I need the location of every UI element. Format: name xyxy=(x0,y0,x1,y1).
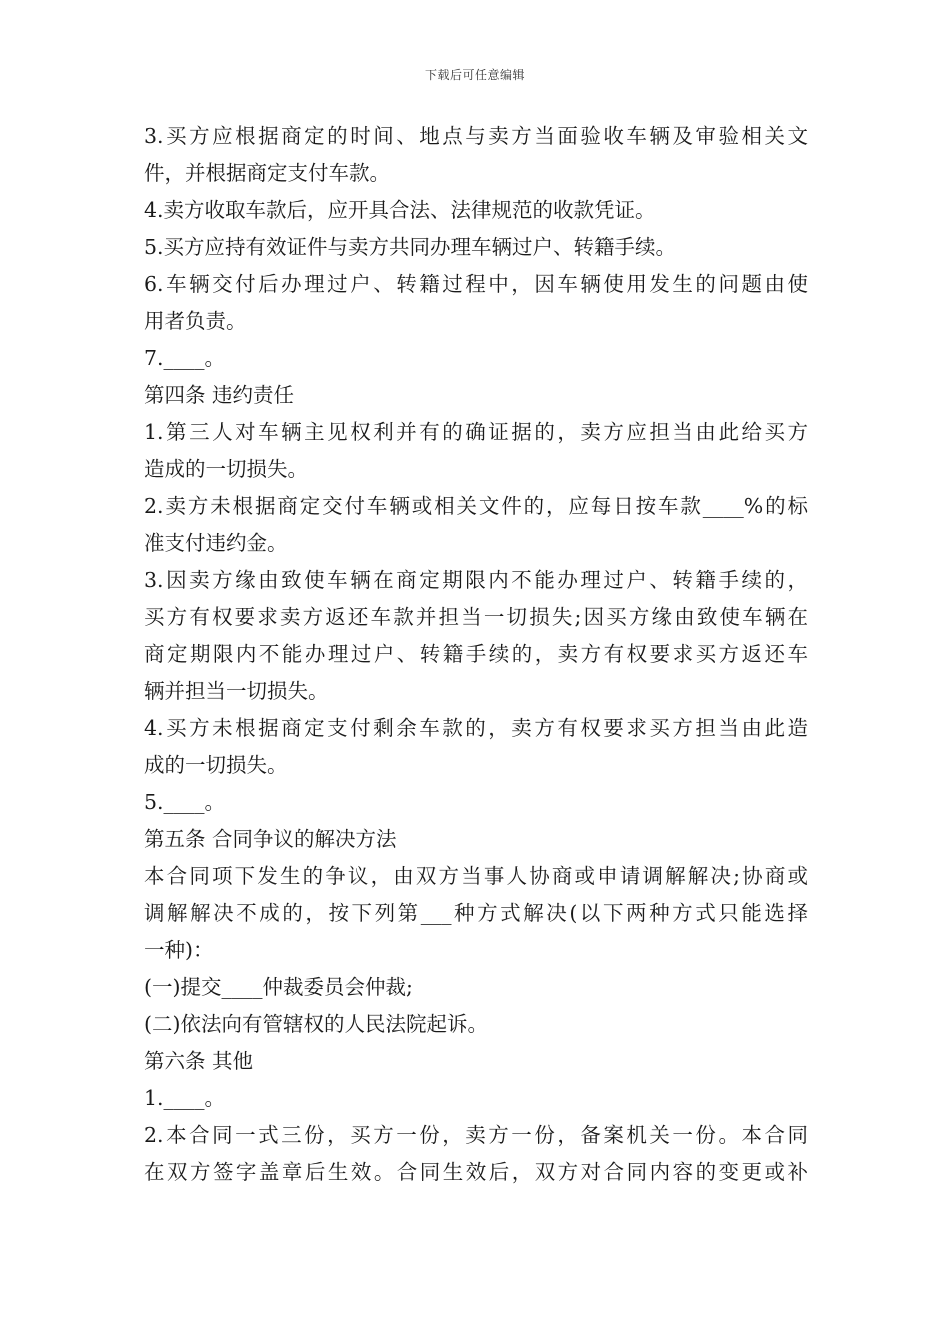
document-body xyxy=(144,118,808,1191)
document-line: 5.____。 xyxy=(144,790,226,814)
document-line: 5.买方应持有效证件与卖方共同办理车辆过户、转籍手续。 xyxy=(144,235,677,259)
document-line: 件，并根据商定支付车款。 xyxy=(144,161,390,185)
document-line: 7.____。 xyxy=(144,346,226,370)
document-line: 第四条 违约责任 xyxy=(144,383,295,407)
document-line: 1.____。 xyxy=(144,1086,226,1110)
document-line: 3.买方应根据商定的时间、地点与卖方当面验收车辆及审验相关文 xyxy=(144,124,808,148)
document-line: (二)依法向有管辖权的人民法院起诉。 xyxy=(144,1012,488,1036)
document-line: 2.本合同一式三份，买方一份，卖方一份，备案机关一份。本合同 xyxy=(144,1123,808,1147)
document-line: 辆并担当一切损失。 xyxy=(144,679,329,703)
document-line: 造成的一切损失。 xyxy=(144,457,308,481)
document-line: 第五条 合同争议的解决方法 xyxy=(144,827,397,851)
document-line: 在双方签字盖章后生效。合同生效后，双方对合同内容的变更或补 xyxy=(144,1160,808,1184)
document-line: 一种)： xyxy=(144,938,214,962)
document-line: (一)提交____仲裁委员会仲裁; xyxy=(144,975,413,999)
document-line: 本合同项下发生的争议，由双方当事人协商或申请调解解决;协商或 xyxy=(144,864,808,888)
document-line: 6.车辆交付后办理过户、转籍过程中，因车辆使用发生的问题由使 xyxy=(144,272,808,296)
document-line: 4.卖方收取车款后，应开具合法、法律规范的收款凭证。 xyxy=(144,198,656,222)
document-line: 3.因卖方缘由致使车辆在商定期限内不能办理过户、转籍手续的， xyxy=(144,568,808,592)
document-line: 2.卖方未根据商定交付车辆或相关文件的，应每日按车款____%的标 xyxy=(144,494,808,518)
document-line: 调解解决不成的，按下列第___种方式解决(以下两种方式只能选择 xyxy=(144,901,808,925)
document-line: 买方有权要求卖方返还车款并担当一切损失;因买方缘由致使车辆在 xyxy=(144,605,808,629)
document-line: 第六条 其他 xyxy=(144,1049,254,1073)
page-header: 下载后可任意编辑 xyxy=(424,68,525,82)
document-line: 准支付违约金。 xyxy=(144,531,288,555)
document-line: 商定期限内不能办理过户、转籍手续的，卖方有权要求买方返还车 xyxy=(144,642,808,666)
document-line: 用者负责。 xyxy=(144,309,247,333)
document-line: 4.买方未根据商定支付剩余车款的，卖方有权要求买方担当由此造 xyxy=(144,716,808,740)
document-line: 成的一切损失。 xyxy=(144,753,288,777)
document-line: 1.第三人对车辆主见权利并有的确证据的，卖方应担当由此给买方 xyxy=(144,420,808,444)
